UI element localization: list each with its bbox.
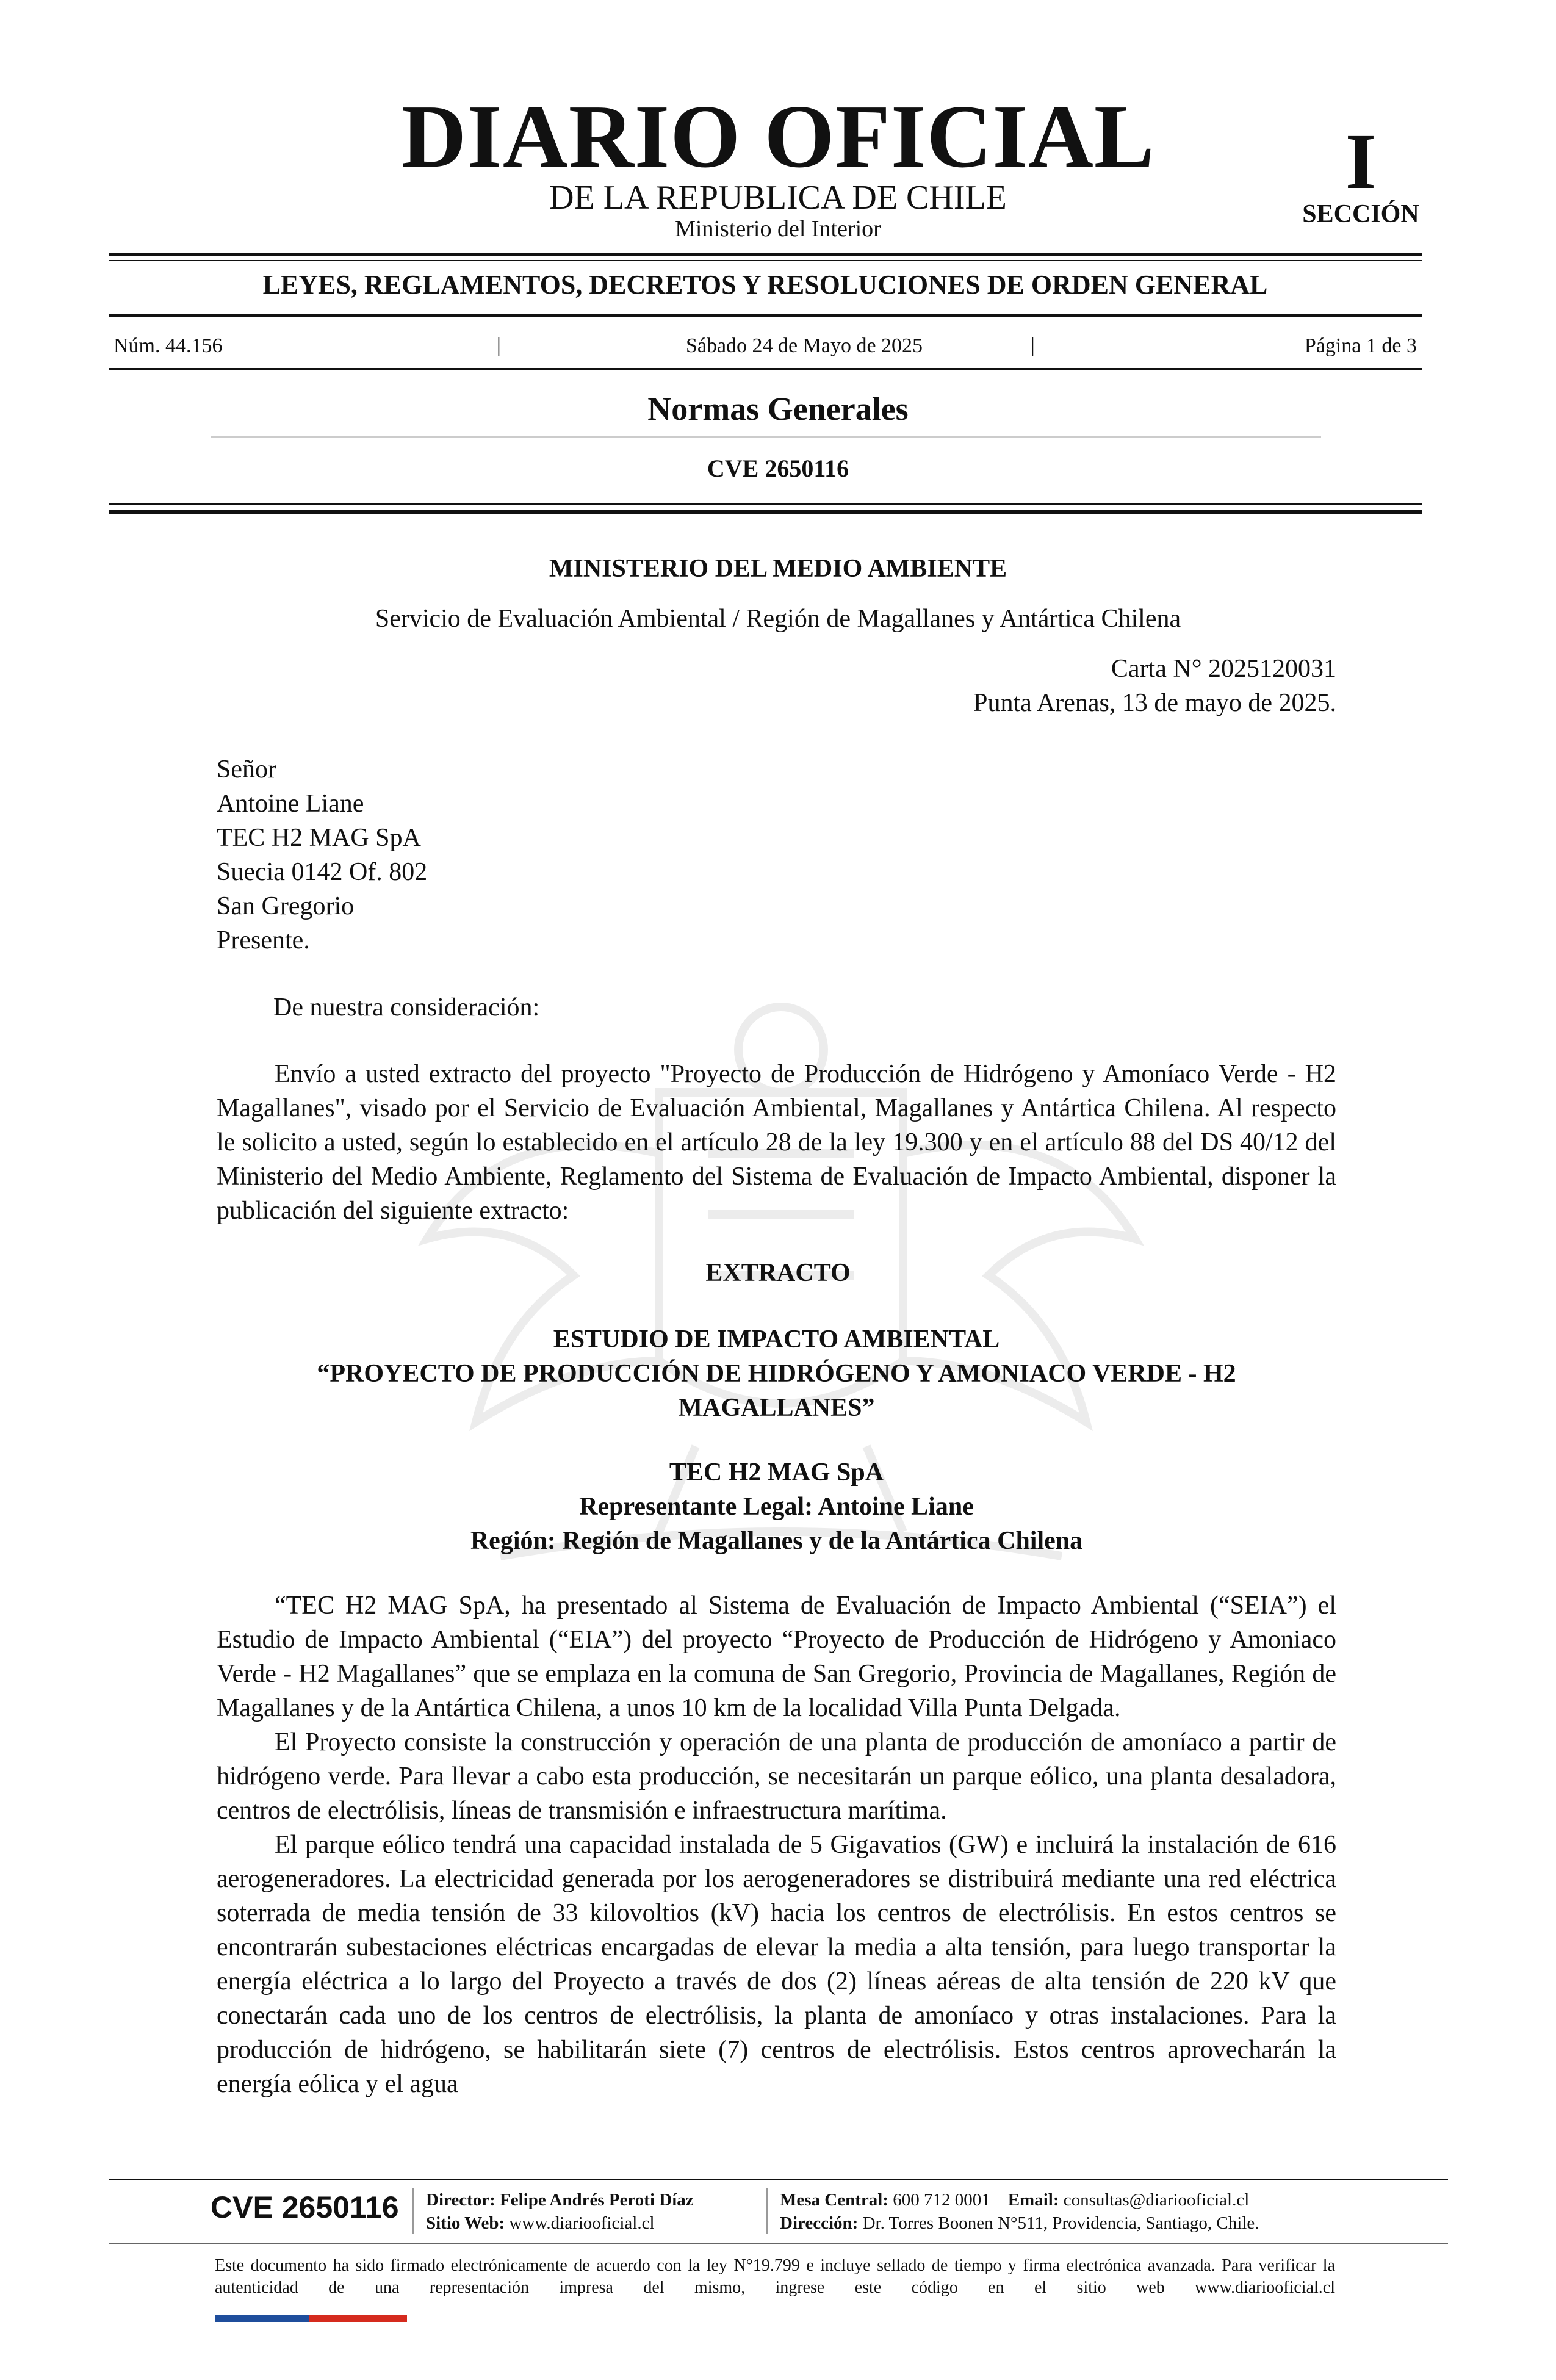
director-name: Felipe Andrés Peroti Díaz	[500, 2190, 694, 2210]
footer-contact-block	[780, 2188, 1366, 2235]
study-heading-line: ESTUDIO DE IMPACTO AMBIENTAL	[553, 1325, 1000, 1354]
extract-heading: EXTRACTO	[705, 1259, 851, 1287]
cve-rule-thick	[109, 510, 1422, 514]
carta-number: Carta N° 2025120031	[1111, 655, 1336, 683]
info-separator: |	[497, 334, 501, 357]
address-line: Suecia 0142 Of. 802	[217, 858, 428, 886]
address-line: San Gregorio	[217, 892, 355, 920]
address-label: Dirección:	[780, 2213, 859, 2233]
letter-service: Servicio de Evaluación Ambiental / Región de Magallanes y Antártica Chilena	[375, 605, 1181, 633]
study-heading-line: MAGALLANES”	[678, 1394, 875, 1422]
cve-header: CVE 2650116	[707, 455, 849, 482]
newspaper-title: DIARIO OFICIAL	[401, 87, 1155, 187]
mesa-label: Mesa Central:	[780, 2190, 888, 2210]
footer-separator	[766, 2188, 768, 2234]
issue-number: Núm. 44.156	[113, 334, 223, 357]
page-indicator: Página 1 de 3	[1304, 334, 1417, 357]
extract-paragraph: El Proyecto consiste la construcción y operación de una planta de producción de amoníaco a partir de hidrógeno verde. Para llevar a cabo esta producción, se necesitarán un parque eólico, una planta desaladora, centros de electrólisis, líneas de transmisión e infraestructura marítima.	[217, 1728, 1336, 1825]
letter-greeting: De nuestra consideración:	[273, 993, 540, 1022]
extract-paragraph: El parque eólico tendrá una capacidad instalada de 5 Gigavatios (GW) e incluirá la instalación de 616 aerogeneradores. La electricidad generada por los aerogeneradores se distribuirá mediante una red eléctrica soterrada de media tensión de 33 kilovoltios (kV) hacia los centros de electrólisis. En estos centros se encontrarán subestaciones eléctricas encargadas de elevar la media a alta tensión, para luego transportar la energía eléctrica a lo largo del Proyecto a través de dos (2) líneas aéreas de alta tensión de 220 kV que conectarán cada uno de los centros de electrólisis, la planta de amoníaco y otras instalaciones. Para la producción de hidrógeno, se habilitarán siete (7) centros de electrólisis. Estos centros aprovecharán la energía eólica y el agua	[217, 1831, 1336, 2098]
masthead-rule-top-thin	[109, 260, 1422, 261]
flag-stripe-red	[309, 2315, 407, 2322]
section-title: Normas Generales	[647, 391, 909, 427]
address-line: Señor	[217, 755, 276, 784]
flag-stripe-blue	[215, 2315, 309, 2322]
footer-separator	[412, 2188, 414, 2234]
letter-ministry: MINISTERIO DEL MEDIO AMBIENTE	[549, 555, 1007, 583]
footer-rule-top	[109, 2179, 1448, 2180]
study-heading	[217, 1322, 1336, 1425]
company-name: TEC H2 MAG SpA	[669, 1459, 884, 1487]
footer-rule-mid	[109, 2243, 1448, 2244]
issue-date: Sábado 24 de Mayo de 2025	[685, 334, 923, 357]
footer-signature-note: Este documento ha sido firmado electrónicamente de acuerdo con la ley N°19.799 e incluye sellado de tiempo y firma electrónica avanzada. Para verificar la autenticidad de una representación impresa del mismo, ingrese este código en el sitio web www.diariooficial.cl	[215, 2256, 1335, 2297]
extract-paragraph: “TEC H2 MAG SpA, ha presentado al Sistema de Evaluación de Impacto Ambiental (“SEIA”) el Estudio de Impacto Ambiental (“EIA”) del proyecto “Proyecto de Producción de Hidrógeno y Amoniaco Verde - H2 Magallanes” que se emplaza en la comuna de San Gregorio, Provincia de Magallanes, Región de Magallanes y de la Antártica Chilena, a unos 10 km de la localidad Villa Punta Delgada.	[217, 1592, 1336, 1722]
footer-director-block	[426, 2188, 780, 2235]
website-link[interactable]: www.diariooficial.cl	[509, 2213, 655, 2233]
newspaper-subtitle: DE LA REPUBLICA DE CHILE	[549, 179, 1007, 217]
email-label: Email:	[1007, 2190, 1059, 2210]
extract-body	[217, 1588, 1336, 2101]
section-number: I	[1345, 118, 1377, 206]
info-separator: |	[1031, 334, 1035, 357]
company-block	[217, 1455, 1336, 1558]
region-line: Región: Región de Magallanes y de la Antártica Chilena	[470, 1527, 1083, 1555]
address-line: Presente.	[217, 926, 310, 954]
laws-banner: LEYES, REGLAMENTOS, DECRETOS Y RESOLUCIONES DE ORDEN GENERAL	[262, 270, 1268, 300]
legal-representative: Representante Legal: Antoine Liane	[579, 1493, 974, 1521]
banner-rule-bottom	[109, 314, 1422, 317]
section-divider	[211, 436, 1321, 438]
cve-rule	[109, 503, 1422, 505]
section-label: SECCIÓN	[1302, 200, 1419, 228]
mesa-phone: 600 712 0001	[893, 2190, 990, 2210]
info-rule	[109, 368, 1422, 370]
letter-place-date: Punta Arenas, 13 de mayo de 2025.	[973, 689, 1336, 717]
footer-address: Dr. Torres Boonen N°511, Providencia, Santiago, Chile.	[862, 2213, 1259, 2233]
address-block	[217, 752, 427, 957]
masthead-rule-top	[109, 253, 1422, 256]
footer-cve-code: CVE 2650116	[211, 2190, 399, 2224]
study-heading-line: “PROYECTO DE PRODUCCIÓN DE HIDRÓGENO Y AMONIACO VERDE - H2	[317, 1360, 1236, 1388]
address-line: Antoine Liane	[217, 790, 364, 818]
ministry-label: Ministerio del Interior	[675, 216, 881, 242]
email-link[interactable]: consultas@diariooficial.cl	[1063, 2190, 1250, 2210]
director-label: Director:	[426, 2190, 495, 2210]
letter-intro-paragraph: Envío a usted extracto del proyecto "Proyecto de Producción de Hidrógeno y Amoníaco Verde - H2 Magallanes", visado por el Servicio de Evaluación Ambiental, Magallanes y Antártica Chilena. Al respecto le solicito a usted, según lo establecido en el artículo 28 de la ley 19.300 y en el artículo 88 del DS 40/12 del Ministerio del Medio Ambiente, Reglamento del Sistema de Evaluación de Impacto Ambiental, disponer la publicación del siguiente extracto:	[217, 1060, 1336, 1225]
address-line: TEC H2 MAG SpA	[217, 824, 421, 852]
website-label: Sitio Web:	[426, 2213, 505, 2233]
